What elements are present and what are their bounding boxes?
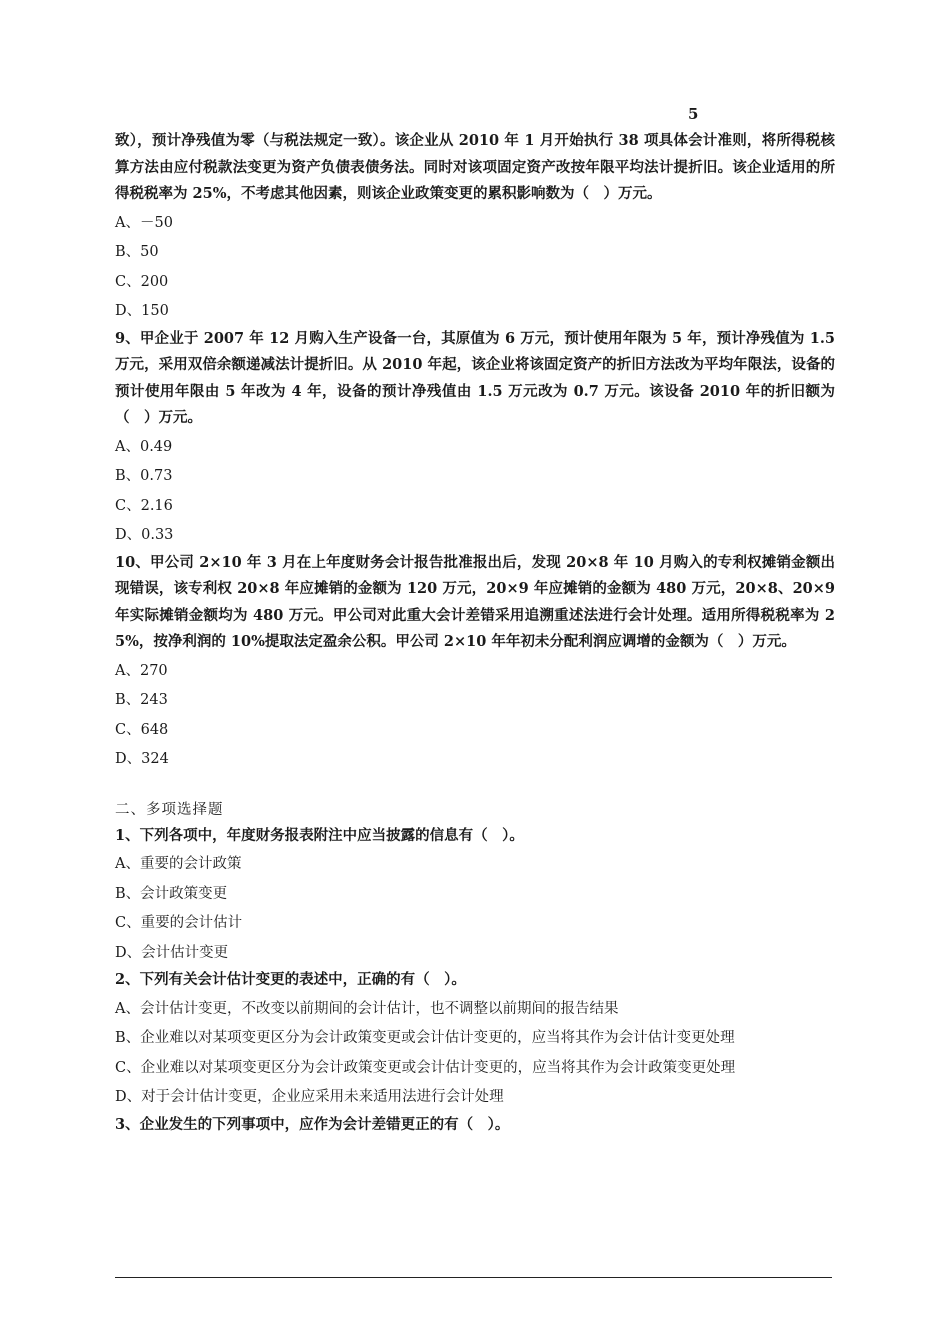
page-number: 5 — [688, 105, 699, 123]
footer-divider — [115, 1277, 832, 1278]
question-text: 致），预计净残值为零（与税法规定一致）。该企业从 2010 年 1 月开始执行 38 项具体会计准则，将所得税核算方法由应付税款法变更为资产负债表债务法。同时对该项固定资产改按年限平均法计提折旧。该企业适用的所得税税率为 25%，不考虑其他因素，则该企业政策变更的累积影响数为（ ）万元。 — [115, 132, 835, 202]
multi-question-3 — [115, 1112, 835, 1139]
option-a: A、重要的会计政策 — [115, 856, 242, 872]
question-text: 1、下列各项中，年度财务报表附注中应当披露的信息有（ ）。 — [115, 826, 524, 844]
option-b: B、企业难以对某项变更区分为会计政策变更或会计估计变更的，应当将其作为会计估计变更处理 — [115, 1030, 735, 1046]
option-a: A、会计估计变更，不改变以前期间的会计估计，也不调整以前期间的报告结果 — [115, 1000, 619, 1017]
section-title-multiple-choice: 二、多项选择题 — [115, 801, 224, 818]
option-b: B、243 — [115, 692, 168, 708]
question-text: 10、甲公司 2×10 年 3 月在上年度财务会计报告批准报出后，发现 20×8 年 10 月购入的专利权摊销金额出现错误，该专利权 20×8 年应摊销的金额为 120 万元，20×9 年应摊销的金额为 480 万元，20×8、20×9 年实际摊销金额均为 480 万元。甲公司对此重大会计差错采用追溯重述法进行会计处理。适用所得税税率为 25%，按净利润的 10%提取法定盈余公积。甲公司 2×10 年年初未分配利润应调增的金额为（ ）万元。 — [115, 553, 835, 650]
option-a: A、0.49 — [115, 438, 173, 455]
option-a: A、270 — [115, 662, 168, 679]
question-text: 2、下列有关会计估计变更的表述中，正确的有（ ）。 — [115, 971, 466, 988]
multi-question-1 — [115, 823, 835, 968]
option-d: D、324 — [115, 751, 169, 767]
option-b: B、0.73 — [115, 468, 173, 484]
option-c: C、重要的会计估计 — [115, 915, 243, 931]
multi-question-2 — [115, 967, 835, 1112]
option-a: A、－50 — [115, 214, 173, 231]
option-b: B、会计政策变更 — [115, 885, 228, 902]
option-d: D、0.33 — [115, 527, 174, 543]
option-c: C、648 — [115, 721, 169, 738]
option-b: B、50 — [115, 244, 159, 260]
document-body — [115, 128, 835, 1138]
option-c: C、2.16 — [115, 497, 173, 514]
question-10 — [115, 550, 835, 774]
question-text: 9、甲企业于 2007 年 12 月购入生产设备一台，其原值为 6 万元，预计使用年限为 5 年，预计净残值为 1.5 万元，采用双倍余额递减法计提折旧。从 2010 年起，该企业将该固定资产的折旧方法改为平均年限法，设备的预计使用年限由 5 年改为 4 年，设备的预计净残值由 1.5 万元改为 0.7 万元。该设备 2010 年的折旧额为（ ）万元。 — [115, 329, 835, 426]
option-d: D、会计估计变更 — [115, 944, 229, 961]
question-text: 3、企业发生的下列事项中，应作为会计差错更正的有（ ）。 — [115, 1115, 510, 1133]
question-9 — [115, 326, 835, 550]
option-c: C、200 — [115, 273, 169, 290]
option-d: D、对于会计估计变更，企业应采用未来适用法进行会计处理 — [115, 1089, 504, 1105]
option-c: C、企业难以对某项变更区分为会计政策变更或会计估计变更的，应当将其作为会计政策变更处理 — [115, 1059, 736, 1076]
option-d: D、150 — [115, 303, 169, 319]
question-8-continuation — [115, 128, 835, 326]
